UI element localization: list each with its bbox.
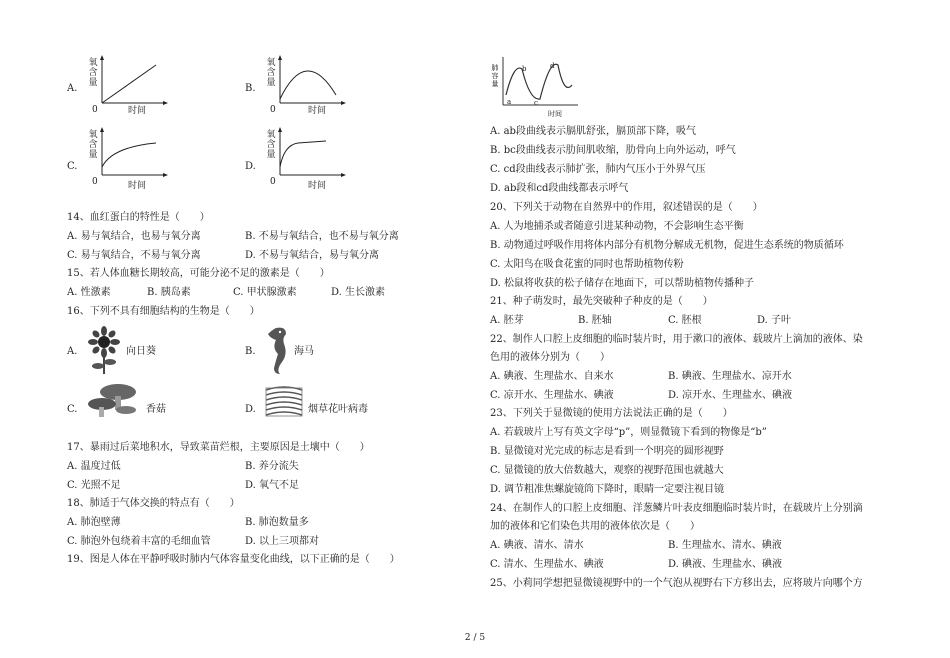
graph-c-ylabel: 氧含量	[88, 130, 98, 160]
q16-option-c-text: 香菇	[146, 404, 166, 415]
q19-option-b: B. bc段曲线表示肋间肌收缩，肋骨向上向外运动，呼气	[490, 145, 736, 156]
q16-stem: 16、下列不具有细胞结构的生物是（ ）	[67, 306, 260, 317]
q20-option-d: D. 松鼠将收获的松子储存在地面下，可以帮助植物传播种子	[490, 278, 755, 289]
graph-a	[98, 55, 168, 110]
q22-option-d: D. 凉开水、生理盐水、碘液	[668, 390, 793, 401]
q18-option-b: B. 肺泡数量多	[245, 517, 309, 528]
q20-option-b: B. 动物通过呼吸作用将体内部分有机物分解成无机物，促进生态系统的物质循环	[490, 240, 844, 251]
q15-option-a: A. 性激素	[67, 287, 111, 298]
q19-curve	[506, 64, 572, 99]
q19-chart-ylabel: 肺容量	[491, 64, 499, 88]
q14-stem: 14、血红蛋白的特性是（ ）	[67, 212, 210, 223]
graph-b-curve	[280, 71, 336, 99]
q17-stem: 17、暴雨过后菜地积水，导致菜苗烂根，主要原因是土壤中（ ）	[67, 442, 370, 453]
q16-option-b-text: 海马	[294, 346, 314, 357]
graph-c-origin: 0	[92, 177, 98, 187]
graph-a-label: A.	[67, 83, 78, 94]
q21-option-c: C. 胚根	[668, 315, 702, 326]
q16-option-c-label: C.	[67, 404, 78, 415]
q19-option-d: D. ab段和cd段曲线都表示呼气	[490, 183, 629, 194]
page-number: 2 / 5	[464, 633, 486, 643]
q23-option-a: A. 若载玻片上写有英文字母“p”，则显微镜下看到的物像是“b”	[490, 427, 767, 438]
q22-option-a: A. 碘液、生理盐水、自来水	[490, 371, 614, 382]
graph-c	[98, 127, 168, 182]
q24-option-d: D. 碘液、生理盐水、碘液	[668, 559, 783, 570]
mushroom-image	[84, 380, 140, 420]
q20-option-c: C. 太阳鸟在吸食花蜜的同时也帮助植物传粉	[490, 259, 684, 270]
graph-b	[276, 55, 346, 110]
q14-option-c: C. 易与氧结合，不易与氧分离	[67, 250, 201, 261]
q15-stem: 15、若人体血糖长期较高，可能分泌不足的激素是（ ）	[67, 268, 330, 279]
q22-stem-line-1: 22、制作人口腔上皮细胞的临时装片时，用于漱口的液体、载玻片上滴加的液体、染	[490, 334, 863, 345]
graph-c-curve	[102, 143, 156, 167]
seahorse-image	[264, 324, 292, 376]
q23-option-d: D. 调节粗准焦螺旋镜筒下降时，眼睛一定要注视目镜	[490, 484, 725, 495]
q25-stem: 25、小莉同学想把显微镜视野中的一个气泡从视野右下方移出去，应将玻片向哪个方	[490, 578, 863, 589]
graph-d	[276, 127, 346, 182]
q24-option-c: C. 清水、生理盐水、碘液	[490, 559, 604, 570]
q15-option-d: D. 生长激素	[331, 287, 386, 298]
q18-option-c: C. 肺泡外包绕着丰富的毛细血管	[67, 536, 211, 547]
q14-option-d: D. 不易与氧结合，易与氧分离	[245, 250, 380, 261]
q24-stem-line-1: 24、在制作人的口腔上皮细胞、洋葱鳞片叶表皮细胞临时装片时，在载玻片上分别滴	[490, 503, 863, 514]
q16-option-b-label: B.	[245, 346, 256, 357]
q22-stem-line-2: 色用的液体分别为（ ）	[490, 352, 610, 363]
q16-option-d-text: 烟草花叶病毒	[308, 404, 368, 415]
q16-option-a-text: 向日葵	[126, 346, 156, 357]
graph-a-ylabel: 氧含量	[88, 58, 98, 88]
q17-option-a: A. 温度过低	[67, 461, 121, 472]
q20-option-a: A. 人为地捕杀或者随意引进某种动物，不会影响生态平衡	[490, 221, 744, 232]
q15-option-b: B. 胰岛素	[147, 287, 191, 298]
graph-c-label: C.	[67, 161, 78, 172]
q24-option-b: B. 生理盐水、清水、碘液	[668, 540, 782, 551]
graph-b-xlabel: 时间	[308, 106, 327, 116]
q19-stem: 19、图是人体在平静呼吸时肺内气体容量变化曲线，以下正确的是（ ）	[67, 554, 400, 565]
graph-a-origin: 0	[92, 105, 98, 115]
q23-option-c: C. 显微镜的放大倍数越大，观察的视野范围也就越大	[490, 465, 724, 476]
graph-b-ylabel: 氧含量	[266, 58, 276, 88]
q23-stem: 23、下列关于显微镜的使用方法说法正确的是（ ）	[490, 408, 733, 419]
graph-b-label: B.	[245, 83, 256, 94]
graph-d-xlabel: 时间	[308, 181, 327, 191]
q18-stem: 18、肺适于气体交换的特点有（ ）	[67, 498, 240, 509]
q18-option-a: A. 肺泡壁薄	[67, 517, 121, 528]
q21-option-b: B. 胚轴	[578, 315, 612, 326]
q17-option-d: D. 氧气不足	[245, 480, 300, 491]
q14-option-a: A. 易与氧结合，也易与氧分离	[67, 231, 201, 242]
q14-option-b: B. 不易与氧结合，也不易与氧分离	[245, 231, 399, 242]
q24-option-a: A. 碘液、清水、清水	[490, 540, 584, 551]
q20-stem: 20、下列关于动物在自然界中的作用，叙述错误的是（ ）	[490, 202, 763, 213]
q16-option-d-label: D.	[245, 404, 256, 415]
q19-lung-volume-chart	[500, 55, 580, 115]
graph-a-curve	[102, 65, 156, 103]
q19-option-a: A. ab段曲线表示膈肌舒张，膈顶部下降，吸气	[490, 126, 696, 137]
graph-d-origin: 0	[270, 177, 276, 187]
q19-point-c: c	[534, 99, 538, 107]
q21-option-a: A. 胚芽	[490, 315, 524, 326]
q18-option-d: D. 以上三项都对	[245, 536, 320, 547]
graph-d-label: D.	[245, 161, 256, 172]
sunflower-image	[84, 324, 124, 374]
graph-a-xlabel: 时间	[128, 106, 147, 116]
tobacco-mosaic-virus-image	[262, 384, 306, 420]
graph-d-curve	[280, 141, 326, 167]
q19-point-b: b	[522, 65, 527, 73]
q15-option-c: C. 甲状腺激素	[233, 287, 297, 298]
graph-b-origin: 0	[270, 105, 276, 115]
q17-option-b: B. 养分流失	[245, 461, 299, 472]
q19-point-d: d	[550, 62, 555, 70]
q24-stem-line-2: 加的液体和它们染色共用的液体依次是（ ）	[490, 521, 700, 532]
graph-d-ylabel: 氧含量	[266, 130, 276, 160]
graph-c-xlabel: 时间	[128, 181, 147, 191]
q16-option-a-label: A.	[67, 346, 78, 357]
q22-option-b: B. 碘液、生理盐水、凉开水	[668, 371, 792, 382]
q21-stem: 21、种子萌发时，最先突破种子种皮的是（ ）	[490, 296, 713, 307]
q19-option-c: C. cd段曲线表示肺扩张，肺内气压小于外界气压	[490, 164, 706, 175]
q23-option-b: B. 显微镜对光完成的标志是看到一个明亮的圆形视野	[490, 446, 724, 457]
q17-option-c: C. 光照不足	[67, 480, 121, 491]
q19-chart-xlabel: 时间	[548, 110, 562, 118]
q19-point-a: a	[507, 98, 512, 106]
q21-option-d: D. 子叶	[757, 315, 792, 326]
q22-option-c: C. 凉开水、生理盐水、碘液	[490, 390, 614, 401]
